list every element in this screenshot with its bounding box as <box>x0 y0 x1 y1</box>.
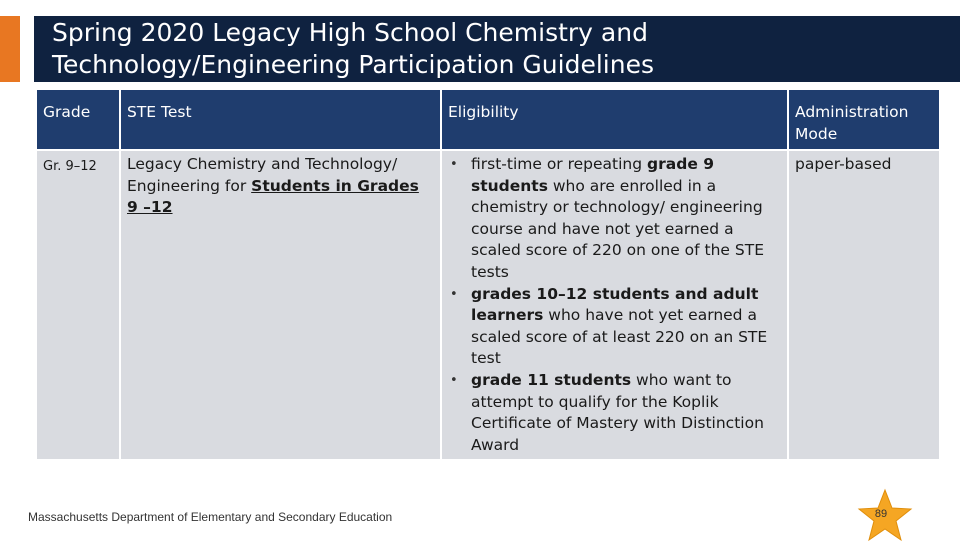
cell-grade: Gr. 9–12 <box>37 151 119 459</box>
header-eligibility: Eligibility <box>442 90 787 149</box>
cell-administration-mode: paper-based <box>789 151 939 459</box>
header-ste-test: STE Test <box>121 90 440 149</box>
ste-test-link[interactable]: Students in Grades 9 –12 <box>127 176 419 217</box>
eligibility-list <box>448 154 781 456</box>
page-title <box>52 17 932 81</box>
header-grade: Grade <box>37 90 119 149</box>
ste-test-text: Legacy Chemistry and Technology/ Engineering for <box>127 155 398 195</box>
title-line-2: Technology/Engineering Participation Guidelines <box>52 50 654 79</box>
eligibility-item: • grades 10–12 students and adult learners who have not yet earned a scaled score of at least 220 on an STE test <box>448 284 781 370</box>
cell-eligibility <box>442 151 787 459</box>
guidelines-table <box>35 88 941 461</box>
header-administration-mode: Administration Mode <box>789 90 939 149</box>
title-line-1: Spring 2020 Legacy High School Chemistry and <box>52 18 648 47</box>
table-header-row <box>37 90 939 149</box>
table-row <box>37 151 939 459</box>
footer-text: Massachusetts Department of Elementary and Secondary Education <box>28 510 393 524</box>
cell-ste-test <box>121 151 440 459</box>
eligibility-item: • grade 11 students who want to attempt to qualify for the Koplik Certificate of Mastery with Distinction Award <box>448 370 781 456</box>
page-number: 89 <box>874 508 888 520</box>
eligibility-item: • first-time or repeating grade 9 students who are enrolled in a chemistry or technology/ engineering course and have not yet earned a scaled score of 220 on one of the STE tests <box>448 154 781 284</box>
accent-bar <box>0 16 20 82</box>
